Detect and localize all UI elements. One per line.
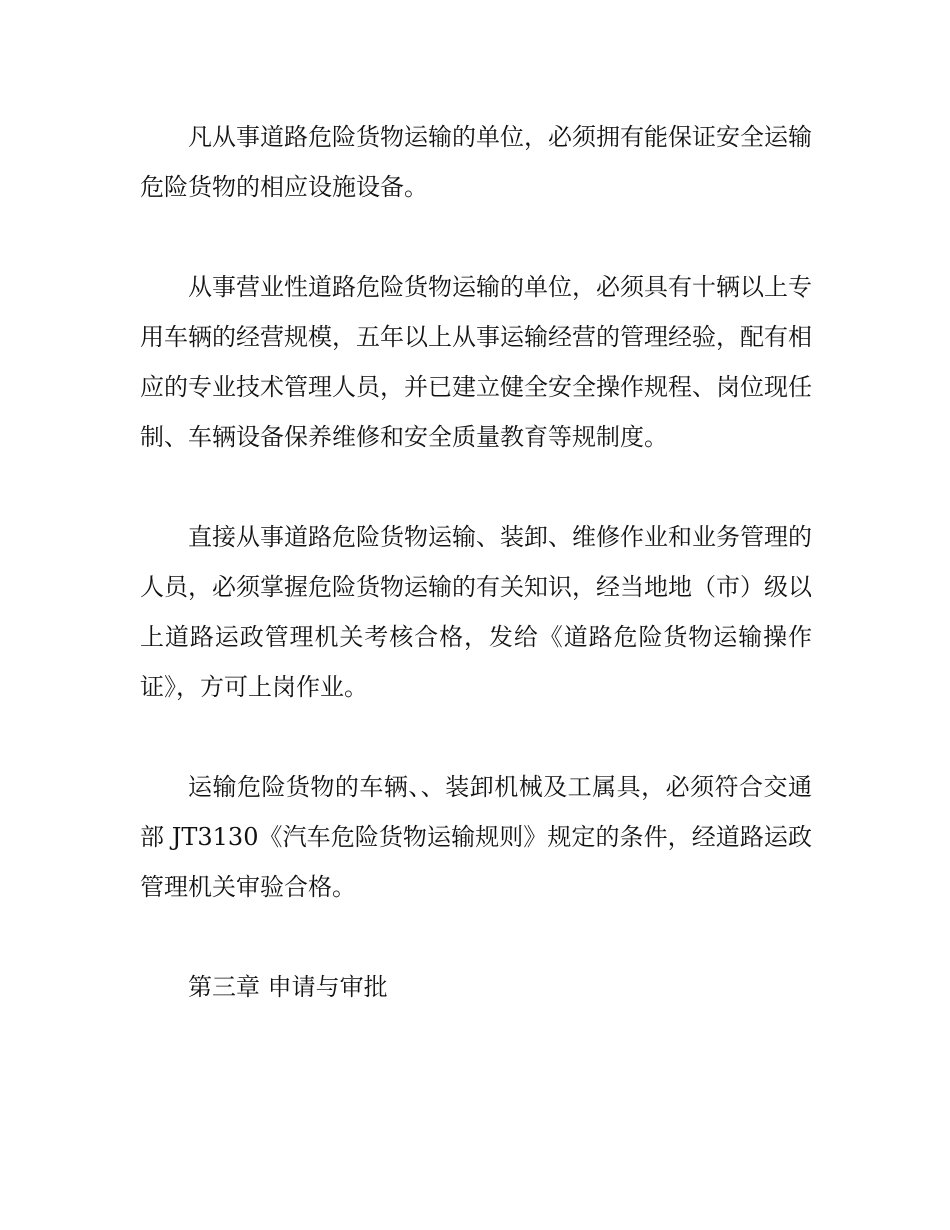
paragraph-facilities: 凡从事道路危险货物运输的单位，必须拥有能保证安全运输危险货物的相应设施设备。: [140, 123, 812, 201]
paragraph-vehicles: 运输危险货物的车辆、、装卸机械及工属具，必须符合交通部 JT3130《汽车危险货物运输规则》规定的条件，经道路运政管理机关审验合格。: [140, 773, 812, 901]
chapter-heading: 第三章 申请与审批: [188, 973, 388, 1001]
document-body: [140, 112, 812, 1012]
paragraph-operating-scale: 从事营业性道路危险货物运输的单位，必须具有十辆以上专用车辆的经营规模，五年以上从事运输经营的管理经验，配有相应的专业技术管理人员，并已建立健全安全操作规程、岗位现任制、车辆设备保养维修和安全质量教育等规制度。: [140, 273, 812, 451]
paragraph-personnel: 直接从事道路危险货物运输、装卸、维修作业和业务管理的人员，必须掌握危险货物运输的有关知识，经当地地（市）级以上道路运政管理机关考核合格，发给《道路危险货物运输操作证》，方可上岗作业。: [140, 523, 812, 701]
